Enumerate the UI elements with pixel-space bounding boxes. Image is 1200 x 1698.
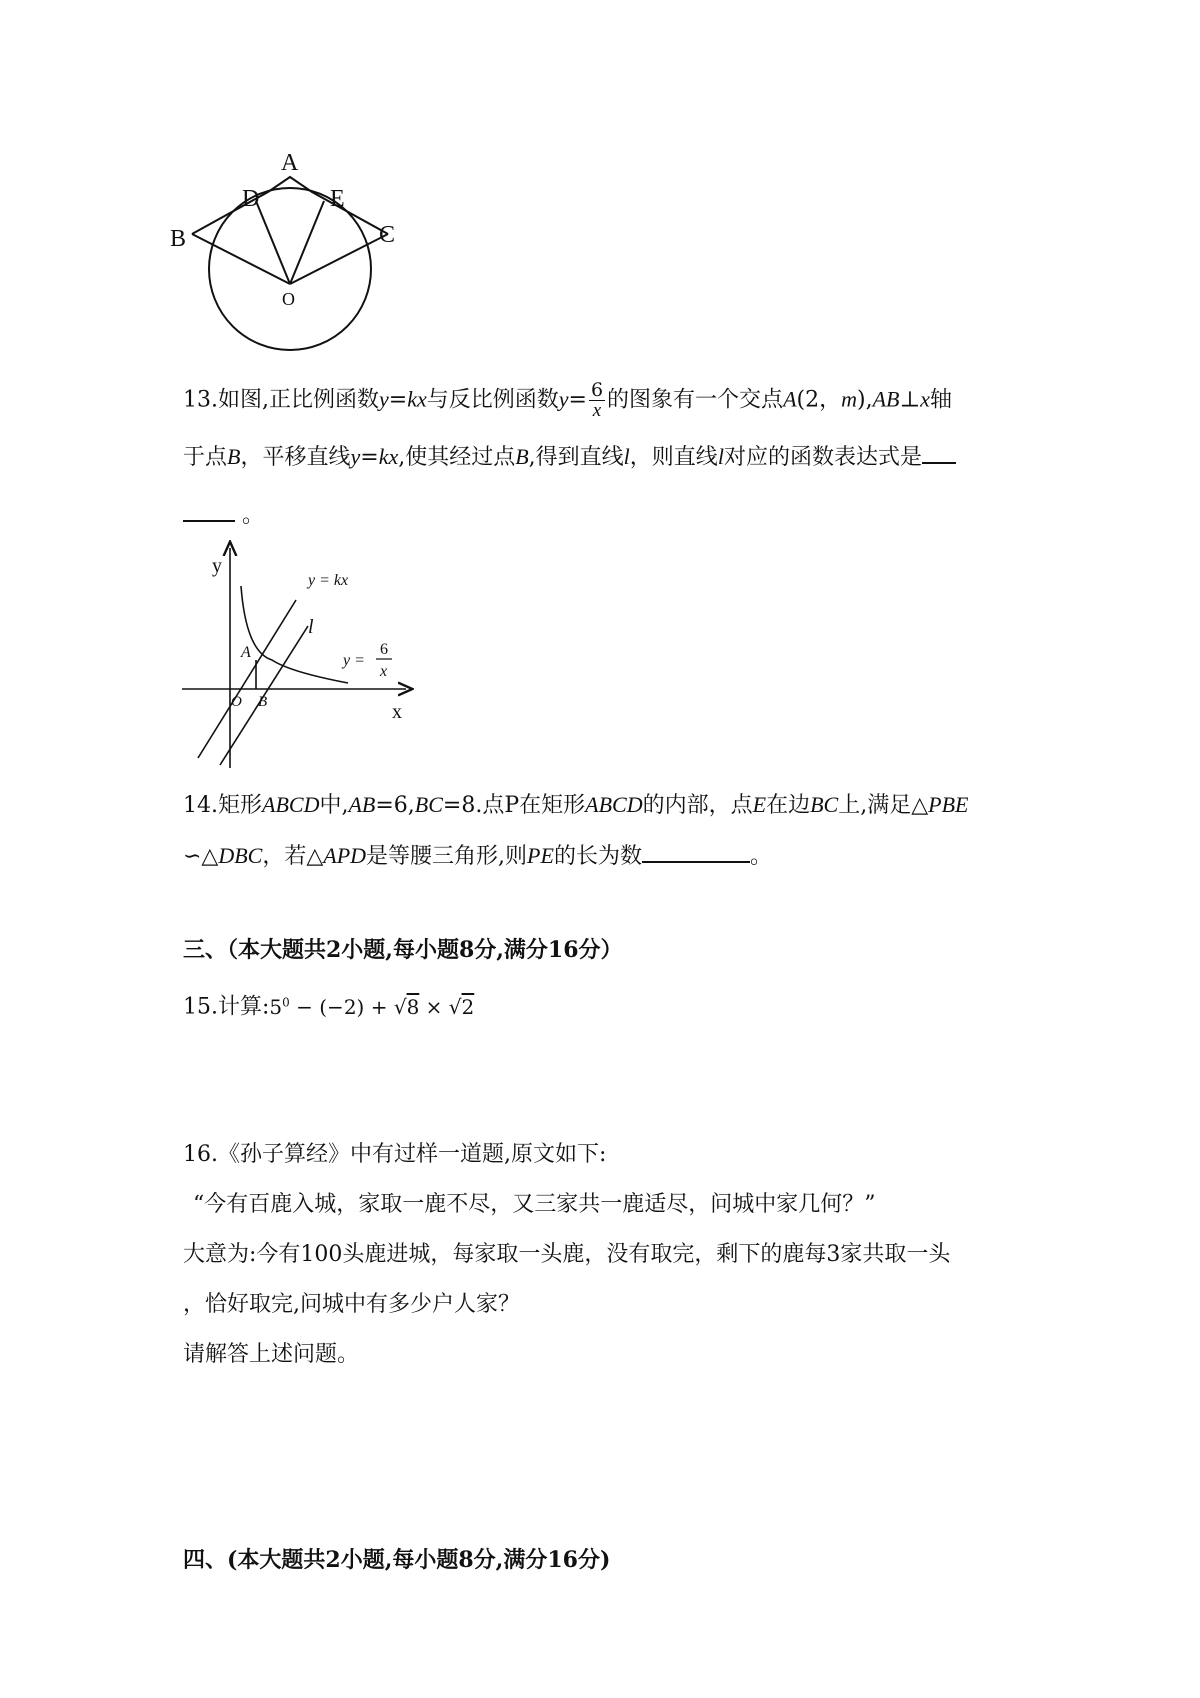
answer-blank[interactable] (922, 440, 956, 464)
q16-line-3: 大意为:今有100头鹿进城，每家取一头鹿，没有取完，剩下的鹿每3家共取一头 (183, 1242, 951, 1267)
section-3-heading: 三、（本大题共2小题,每小题8分,满分16分） (183, 937, 623, 963)
label-y-kx: y = kx (308, 572, 349, 589)
fraction-6-over-x: $\frac{6}{x}$ (590, 379, 604, 421)
point-o-label: O (282, 289, 295, 309)
function-graph-figure (180, 540, 420, 770)
point-o-label: O (231, 694, 242, 710)
point-e-label: E (330, 186, 345, 212)
segment-eo (290, 201, 324, 284)
point-b-label: B (258, 694, 268, 710)
segment-co (290, 234, 388, 284)
label-inv-den: x (380, 663, 388, 680)
q16-line-4: ，恰好取完,问城中有多少户人家？ (183, 1292, 520, 1317)
q16-line-2: “今有百鹿入城，家取一鹿不尽，又三家共一鹿适尽，问城中家几何？” (193, 1192, 876, 1217)
answer-blank-cont[interactable] (183, 498, 235, 522)
label-inv-y: y = (343, 652, 365, 669)
point-b-label: B (170, 226, 187, 252)
circle-tangent-figure (170, 150, 410, 365)
hyperbola (241, 586, 348, 683)
q13-line-1: 13.如图,正比例函数y=kx与反比例函数y= $\frac{6}{x}$ 的图象有一个交点A(2，m),AB⊥x轴 (183, 379, 952, 421)
point-c-label: C (379, 222, 396, 248)
point-a-label: A (241, 644, 251, 661)
axis-x-label: x (392, 701, 402, 723)
label-inv-num: 6 (380, 641, 388, 658)
q16-line-5: 请解答上述问题。 (183, 1342, 360, 1367)
point-d-label: D (242, 186, 260, 212)
point-a-label: A (281, 150, 299, 176)
q14-line-1: 14.矩形ABCD中,AB=6,BC=8.点P在矩形ABCD的内部，点E在边BC上,满足△PBE (183, 792, 969, 818)
q15-expression: $5^0 - (-2) + √8 \times √2$ (269, 994, 475, 1019)
segment-bo (192, 234, 290, 284)
label-l: l (308, 616, 314, 638)
q13-line-3: 。 (183, 498, 264, 531)
q16-line-1: 16.《孙子算经》中有过样一道题,原文如下: (183, 1142, 607, 1167)
answer-blank[interactable] (642, 839, 750, 863)
q15-line: 15.计算$:5^0 - (-2) + √8 \times √2$ (183, 994, 475, 1020)
q13-line-2: 于点B，平移直线y=kx,使其经过点B,得到直线l，则直线l对应的函数表达式是 (183, 440, 956, 473)
q14-line-2: ∽△DBC，若△APD是等腰三角形,则PE的长为数 。 (183, 839, 772, 872)
segment-do (256, 201, 290, 284)
section-4-heading: 四、(本大题共2小题,每小题8分,满分16分) (183, 1547, 611, 1573)
axis-y-label: y (212, 555, 222, 577)
